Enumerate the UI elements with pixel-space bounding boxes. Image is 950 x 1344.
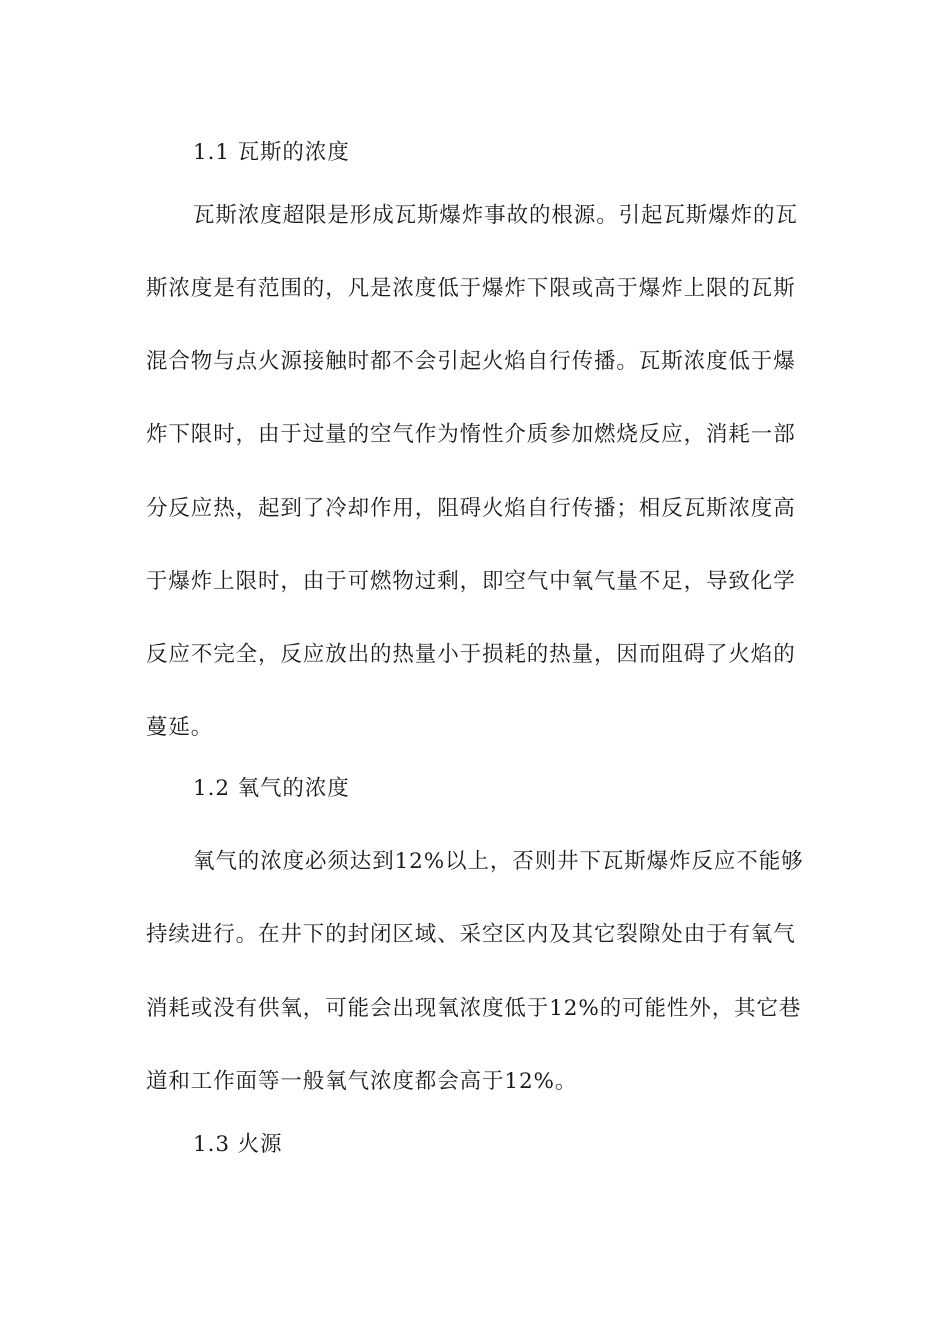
paragraph-line: 斯浓度是有范围的，凡是浓度低于爆炸下限或高于爆炸上限的瓦斯 xyxy=(146,276,796,301)
paragraph-line: 炸下限时，由于过量的空气作为惰性介质参加燃烧反应，消耗一部 xyxy=(146,422,796,447)
paragraph-line: 瓦斯浓度超限是形成瓦斯爆炸事故的根源。引起瓦斯爆炸的瓦 xyxy=(193,203,798,228)
paragraph-line: 消耗或没有供氧，可能会出现氧浓度低于12%的可能性外，其它巷 xyxy=(146,996,802,1021)
paragraph-line: 分反应热，起到了冷却作用，阻碍火焰自行传播；相反瓦斯浓度高 xyxy=(146,496,796,521)
paragraph-line: 混合物与点火源接触时都不会引起火焰自行传播。瓦斯浓度低于爆 xyxy=(146,349,796,374)
paragraph-line: 道和工作面等一般氧气浓度都会高于12%。 xyxy=(146,1069,578,1094)
paragraph-line: 反应不完全，反应放出的热量小于损耗的热量，因而阻碍了火焰的 xyxy=(146,642,796,667)
paragraph-line: 于爆炸上限时，由于可燃物过剩，即空气中氧气量不足，导致化学 xyxy=(146,569,796,594)
paragraph-line: 蔓延。 xyxy=(146,715,214,740)
section-heading-1-3: 1.3 火源 xyxy=(193,1132,283,1157)
paragraph-line: 氧气的浓度必须达到12%以上，否则井下瓦斯爆炸反应不能够 xyxy=(193,849,804,874)
section-heading-1-2: 1.2 氧气的浓度 xyxy=(193,776,350,801)
paragraph-line: 持续进行。在井下的封闭区域、采空区内及其它裂隙处由于有氧气 xyxy=(146,922,796,947)
section-heading-1-1: 1.1 瓦斯的浓度 xyxy=(193,140,350,165)
